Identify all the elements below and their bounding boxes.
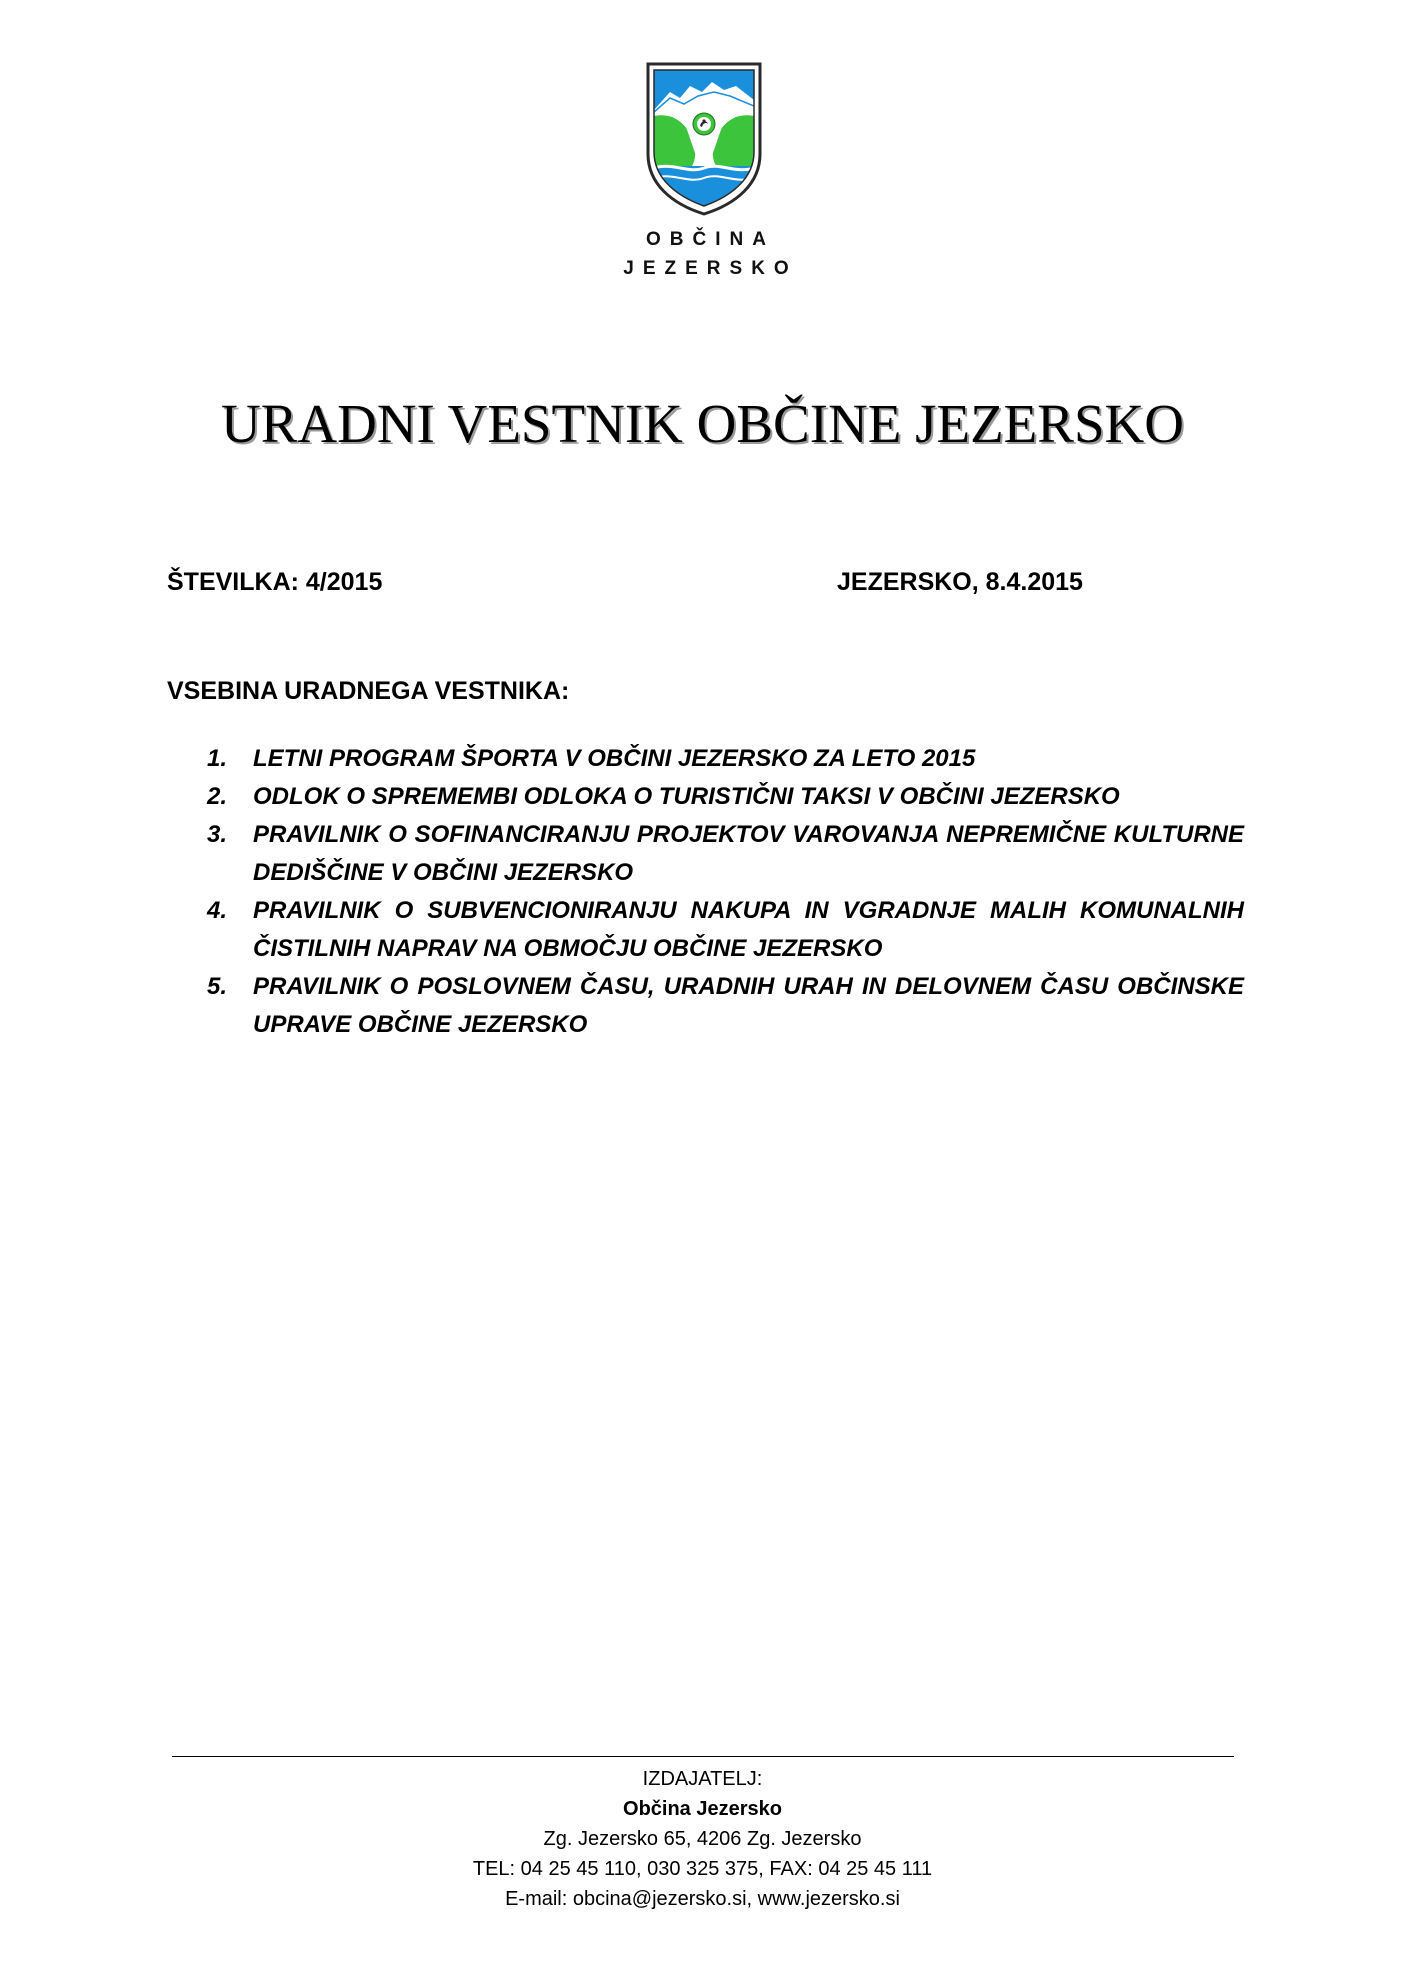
issue-place-date: JEZERSKO, 8.4.2015	[837, 568, 1083, 596]
list-item	[205, 740, 1244, 778]
municipality-name-line2: JEZERSKO	[623, 258, 798, 279]
list-item-number: 4.	[207, 897, 228, 924]
list-item-text: PRAVILNIK O POSLOVNEM ČASU, URADNIH URAH IN DELOVNEM ČASU OBČINSKE UPRAVE OBČINE JEZERSKO	[253, 973, 1244, 1038]
footer-label: IZDAJATELJ:	[642, 1768, 763, 1790]
list-item-number: 5.	[207, 973, 228, 1000]
footer-contact: E-mail: obcina@jezersko.si, www.jezersko.si	[505, 1888, 900, 1910]
list-item-number: 2.	[207, 783, 228, 810]
footer-publisher: Občina Jezersko	[623, 1798, 782, 1820]
list-item	[205, 778, 1244, 816]
page-title: URADNI VESTNIK OBČINE JEZERSKO	[220, 393, 1184, 454]
list-item	[205, 968, 1244, 1044]
list-item-number: 3.	[207, 821, 228, 848]
list-item-text: PRAVILNIK O SOFINANCIRANJU PROJEKTOV VAROVANJA NEPREMIČNE KULTURNE DEDIŠČINE V OBČINI JEZERSKO	[253, 821, 1244, 886]
list-item-text: ODLOK O SPREMEMBI ODLOKA O TURISTIČNI TAKSI V OBČINI JEZERSKO	[253, 783, 1120, 810]
footer-address: Zg. Jezersko 65, 4206 Zg. Jezersko	[543, 1828, 862, 1850]
issue-number: ŠTEVILKA: 4/2015	[167, 568, 383, 596]
footer-phones: TEL: 04 25 45 110, 030 325 375, FAX: 04 25 45 111	[472, 1858, 933, 1880]
list-item-text: PRAVILNIK O SUBVENCIONIRANJU NAKUPA IN VGRADNJE MALIH KOMUNALNIH ČISTILNIH NAPRAV NA OBMOČJU OBČINE JEZERSKO	[253, 897, 1244, 962]
coat-of-arms-logo	[644, 62, 764, 216]
list-item	[205, 892, 1244, 968]
footer-divider	[172, 1756, 1234, 1757]
list-item-number: 1.	[207, 745, 228, 772]
footer	[0, 1764, 1405, 1914]
contents-list	[205, 740, 1244, 1044]
municipality-name-line1: OBČINA	[646, 229, 775, 250]
list-item-text: LETNI PROGRAM ŠPORTA V OBČINI JEZERSKO ZA LETO 2015	[253, 745, 976, 772]
list-item	[205, 816, 1244, 892]
contents-heading: VSEBINA URADNEGA VESTNIKA:	[167, 677, 570, 705]
